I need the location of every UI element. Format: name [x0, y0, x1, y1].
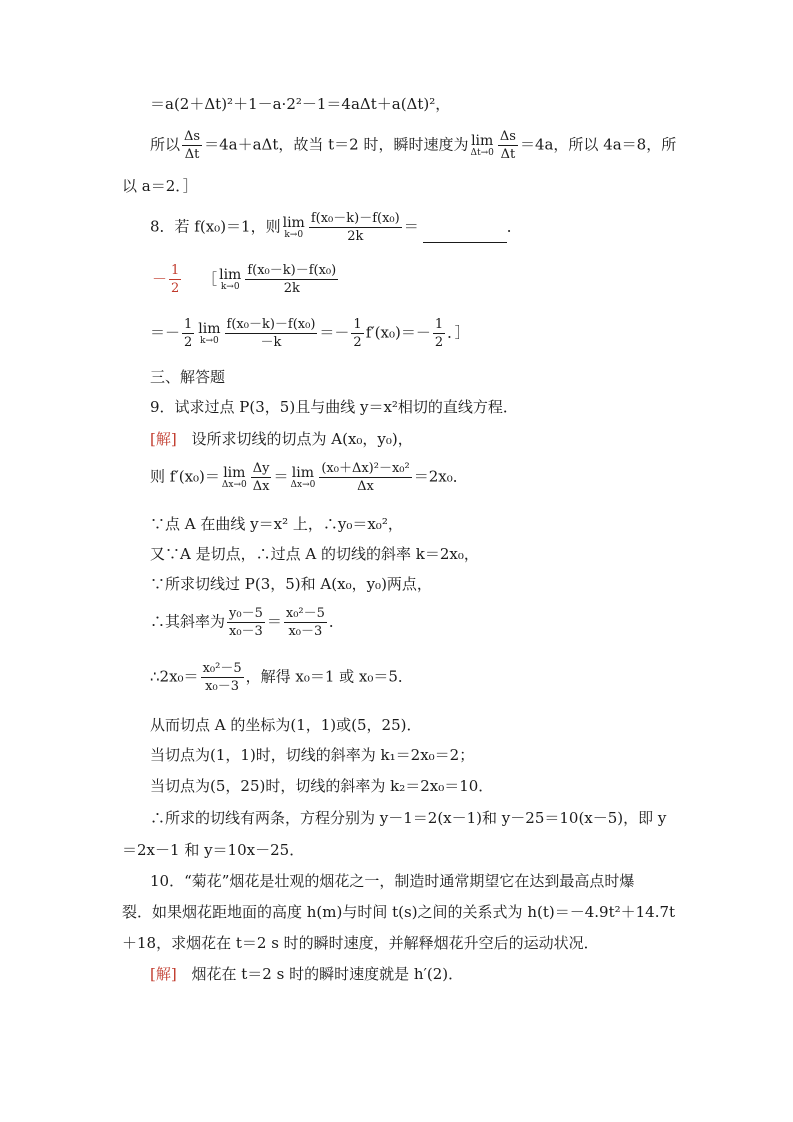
text-run: ＝: [266, 612, 282, 631]
limit-word: lim: [198, 320, 221, 337]
denominator: Δt: [184, 147, 200, 162]
denominator: x₀－3: [205, 679, 239, 694]
minus-sign: －: [152, 269, 168, 288]
denominator: Δx: [252, 479, 270, 494]
text-run: ＝4a＋aΔt，故当 t＝2 时，瞬时速度为: [204, 135, 469, 154]
denominator: 2: [353, 335, 362, 350]
text-run: 则 f′(x₀)＝: [150, 467, 220, 486]
text-line: 当切点为(1，1)时，切线的斜率为 k₁＝2x₀＝2；: [150, 746, 475, 764]
limit: [219, 268, 241, 292]
fraction: [225, 318, 318, 349]
limit: [222, 466, 247, 490]
fraction: [201, 662, 244, 693]
answer-value: [152, 263, 183, 296]
text-run: ∴2x₀＝: [150, 667, 199, 686]
denominator: Δt: [500, 147, 516, 162]
solution-9-start: [150, 432, 413, 447]
solution-9-derivative: [150, 462, 468, 493]
text-run: 烟花在 t＝2 s 时的瞬时速度就是 h′(2)．: [191, 965, 464, 983]
denominator: 2k: [347, 229, 364, 244]
numerator: f(x₀－k)－f(x₀): [226, 317, 316, 332]
fraction: [245, 264, 338, 295]
fraction: [182, 318, 194, 349]
limit-subscript: Δt→0: [470, 147, 494, 158]
denominator: x₀－3: [288, 624, 323, 639]
text-line: 裂．如果烟花距地面的高度 h(m)与时间 t(s)之间的关系式为 h(t)＝－4.9t²＋14.7t: [122, 903, 676, 921]
numerator: f(x₀－k)－f(x₀): [310, 211, 400, 226]
numerator: 1: [434, 317, 444, 332]
fraction: [182, 130, 202, 161]
fraction: [227, 607, 265, 638]
answer-blank: [423, 242, 507, 243]
numerator: x₀²－5: [202, 661, 242, 676]
text-line: ∵所求切线过 P(3，5)和 A(x₀，y₀)两点，: [150, 575, 432, 593]
limit-subscript: k→0: [200, 335, 219, 346]
limit: [470, 134, 493, 158]
text-line: ∴所求的切线有两条，方程分别为 y－1＝2(x－1)和 y－25＝10(x－5)，即 y: [150, 809, 667, 827]
text-line: 又∵A 是切点，∴过点 A 的切线的斜率 k＝2x₀，: [150, 545, 479, 563]
text-run: ，解得 x₀＝1 或 x₀＝5．: [245, 667, 413, 686]
text-run: ＝: [403, 217, 419, 236]
numerator: y₀－5: [229, 606, 263, 621]
denominator: －k: [260, 335, 282, 350]
text-run: ∴其斜率为: [150, 612, 226, 631]
denominator: 2: [171, 281, 180, 296]
fraction: [169, 264, 181, 295]
limit: [198, 322, 220, 346]
fraction: [351, 318, 363, 349]
text-line: ∵点 A 在曲线 y＝x² 上，∴y₀＝x₀²，: [150, 515, 403, 533]
question-10: 10．“菊花”烟花是壮观的烟花之一，制造时通常期望它在达到最高点时爆: [150, 872, 635, 890]
text-run: ＝4a，所以 4a＝8，所: [519, 135, 677, 154]
denominator: 2: [434, 335, 444, 350]
text-run: ＝: [273, 467, 289, 486]
fraction: [309, 212, 402, 243]
text-run: ．］: [447, 323, 470, 342]
text-line: 从而切点 A 的坐标为(1，1)或(5，25)．: [150, 716, 422, 734]
text-line: ＝2x－1 和 y＝10x－25．: [122, 841, 305, 859]
text-run: ＝2x₀．: [413, 467, 468, 486]
limit-subscript: k→0: [284, 229, 304, 240]
limit-subscript: Δx→0: [221, 479, 247, 490]
fraction: [498, 130, 518, 161]
fraction: [319, 462, 411, 493]
text-run: f′(x₀)＝－: [365, 323, 431, 342]
limit: [291, 466, 316, 490]
text-line: ＋18，求烟花在 t＝2 s 时的瞬时速度，并解释烟花升空后的运动状况．: [122, 934, 599, 952]
text-run: ＝－: [319, 323, 350, 342]
answer-8-derivation: [150, 318, 470, 349]
numerator: 1: [171, 263, 180, 278]
numerator: Δs: [499, 129, 516, 144]
solution-10-start: [150, 967, 463, 982]
numerator: 1: [184, 317, 193, 332]
limit-word: lim: [471, 132, 494, 149]
fraction: [284, 607, 327, 638]
solution-9-slope: [150, 607, 344, 638]
text-run: ．: [506, 217, 522, 236]
question-9: 9．试求过点 P(3，5)且与曲线 y＝x²相切的直线方程．: [150, 398, 518, 416]
solution-9-solve: [150, 662, 413, 693]
numerator: Δy: [252, 461, 270, 476]
limit-subscript: Δx→0: [290, 479, 316, 490]
limit: [283, 216, 305, 240]
fraction: [433, 318, 445, 349]
denominator: 2k: [283, 281, 300, 296]
numerator: Δs: [184, 129, 201, 144]
text-run: 所以: [150, 135, 181, 154]
limit-word: lim: [223, 464, 246, 481]
text-line: 当切点为(5，25)时，切线的斜率为 k₂＝2x₀＝10．: [150, 777, 494, 795]
solution-label: [解]: [150, 965, 177, 983]
numerator: f(x₀－k)－f(x₀): [247, 263, 337, 278]
limit-subscript: k→0: [220, 281, 240, 292]
text-line: ＝a(2＋Δt)²＋1－a·2²－1＝4aΔt＋a(Δt)²，: [150, 95, 451, 113]
numerator: (x₀＋Δx)²－x₀²: [321, 461, 410, 476]
text-run: ＝－: [150, 323, 181, 342]
denominator: 2: [184, 335, 193, 350]
solution-label: [解]: [150, 430, 177, 448]
text-line: [150, 130, 676, 161]
limit-word: lim: [219, 266, 242, 283]
fraction: [251, 462, 272, 493]
text-run: ［: [202, 269, 218, 288]
numerator: x₀²－5: [285, 606, 325, 621]
question-8: [150, 212, 522, 243]
denominator: x₀－3: [229, 624, 263, 639]
limit-word: lim: [291, 464, 315, 481]
text-line: 以 a＝2．］: [122, 177, 198, 195]
section-heading: 三、解答题: [150, 368, 226, 386]
denominator: Δx: [357, 479, 374, 494]
limit-word: lim: [282, 214, 305, 231]
text-run: 8．若 f(x₀)＝1，则: [150, 217, 281, 236]
numerator: 1: [353, 317, 362, 332]
answer-8: [152, 264, 340, 295]
text-run: ．: [328, 612, 344, 631]
text-run: 设所求切线的切点为 A(x₀，y₀)，: [191, 430, 413, 448]
